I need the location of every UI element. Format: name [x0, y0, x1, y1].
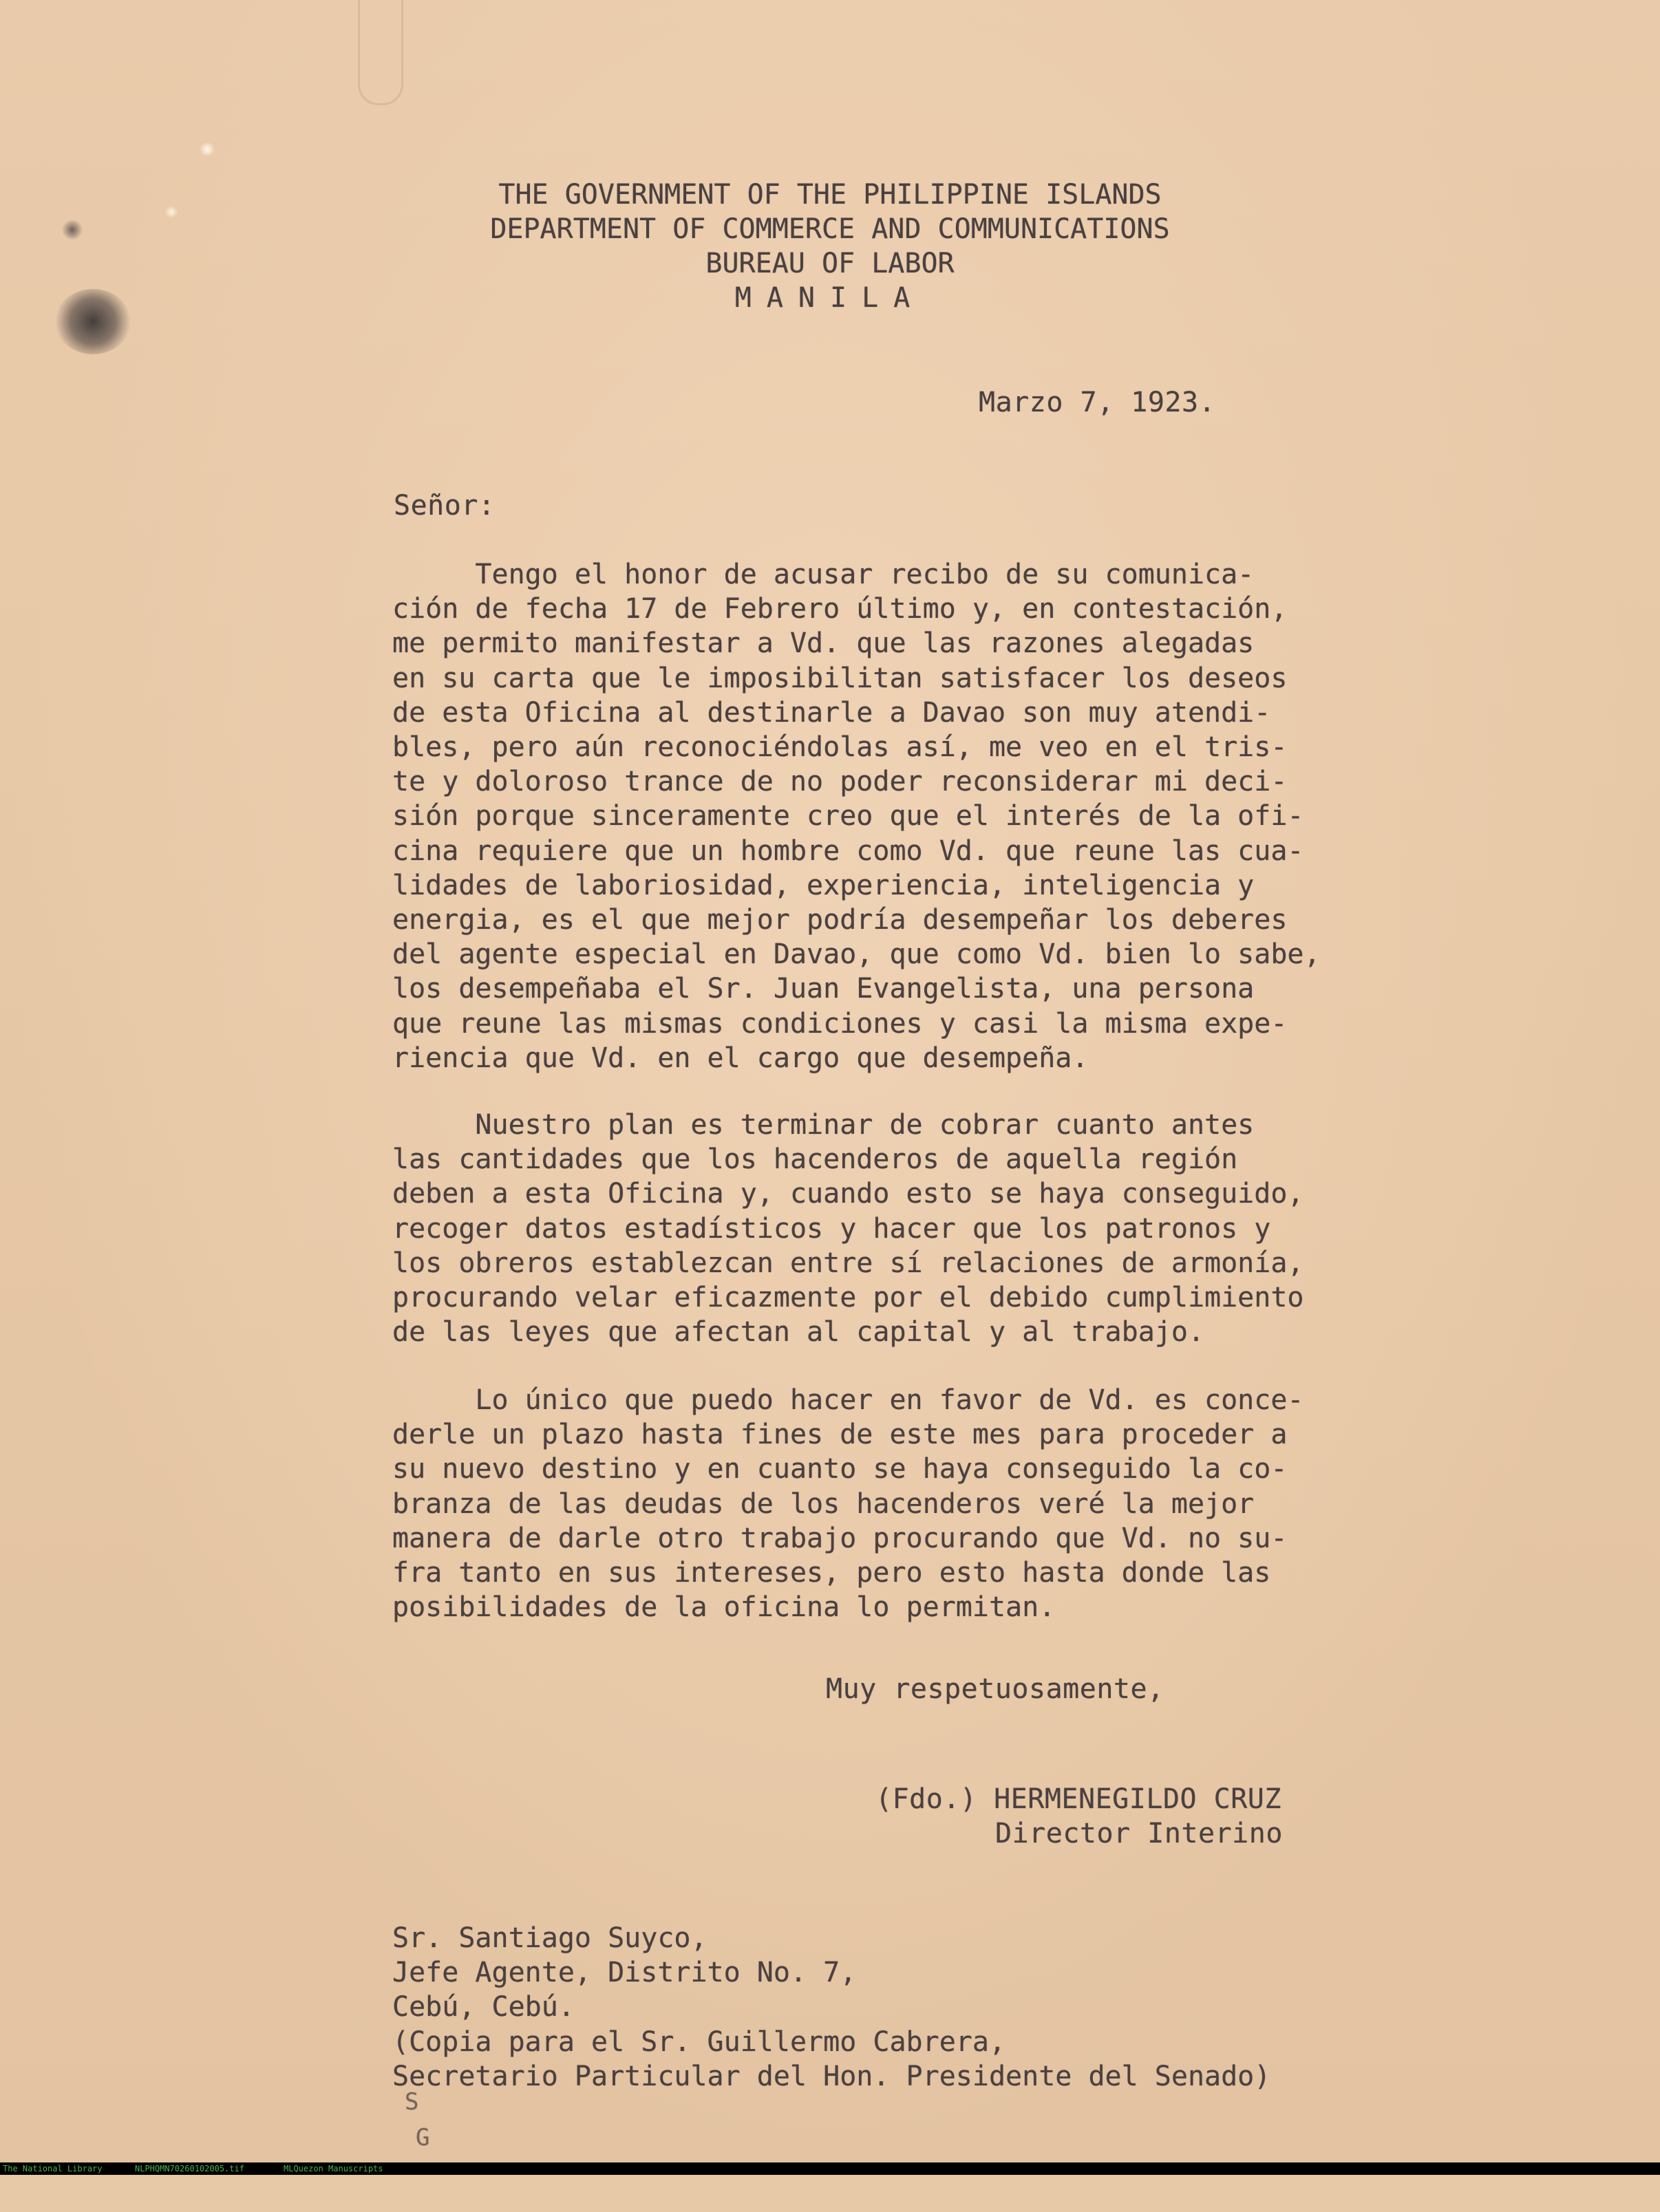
- paragraph-line: bles, pero aún reconociéndolas así, me veo en el tris-: [392, 731, 1288, 764]
- paragraph-line: Tengo el honor de acusar recibo de su comunica-: [392, 559, 1255, 590]
- paragraph-line: procurando velar eficazmente por el debido cumplimiento: [392, 1282, 1304, 1314]
- paragraph-line: los obreros establezcan entre sí relaciones de armonía,: [392, 1247, 1304, 1279]
- paragraph-2: [392, 1108, 1370, 1349]
- paragraph-line: energia, es el que mejor podría desempeñar los deberes: [392, 904, 1288, 936]
- paragraph-line: deben a esta Oficina y, cuando esto se haya conseguido,: [392, 1178, 1304, 1210]
- paragraph-line: branza de las deudas de los hacenderos veré la mejor: [392, 1488, 1255, 1520]
- letterhead-department: DEPARTMENT OF COMMERCE AND COMMUNICATIONS: [490, 213, 1170, 245]
- addressee-line: Secretario Particular del Hon. Presidente del Senado): [392, 2060, 1271, 2092]
- letterhead-city: MANILA: [734, 282, 926, 314]
- signature-title: Director Interino: [995, 1818, 1283, 1849]
- paragraph-line: te y doloroso trance de no poder reconsiderar mi deci-: [392, 766, 1288, 798]
- initial-mark: G: [416, 2124, 430, 2151]
- letter-date: Marzo 7, 1923.: [979, 387, 1216, 418]
- addressee-block: [392, 1921, 1370, 2094]
- addressee-line: Cebú, Cebú.: [392, 1991, 575, 2023]
- paragraph-line: fra tanto en sus intereses, pero esto hasta donde las: [392, 1557, 1271, 1589]
- letterhead-bureau: BUREAU OF LABOR: [705, 248, 955, 279]
- addressee-line: (Copia para el Sr. Guillermo Cabrera,: [392, 2026, 1006, 2058]
- paragraph-line: ción de fecha 17 de Febrero último y, en contestación,: [392, 593, 1288, 625]
- footer-collection: MLQuezon Manuscripts: [284, 2164, 383, 2173]
- paragraph-line: cina requiere que un hombre como Vd. que reune las cua-: [392, 835, 1304, 867]
- paragraph-line: que reune las mismas condiciones y casi la misma expe-: [392, 1007, 1288, 1040]
- paragraph-line: su nuevo destino y en cuanto se haya conseguido la co-: [392, 1453, 1288, 1485]
- closing: Muy respetuosamente,: [826, 1673, 1164, 1705]
- signature-name: (Fdo.) HERMENEGILDO CRUZ: [875, 1783, 1281, 1815]
- addressee-line: Jefe Agente, Distrito No. 7,: [392, 1957, 857, 1989]
- paragraph-3: [392, 1383, 1370, 1624]
- initial-mark: S: [405, 2088, 419, 2116]
- paper-clip-mark: [358, 0, 403, 105]
- footer-filename: NLPHQMN70260102005.tif: [135, 2164, 244, 2173]
- paragraph-line: Nuestro plan es terminar de cobrar cuanto antes: [392, 1109, 1255, 1141]
- paragraph-line: recoger datos estadísticos y hacer que los patronos y: [392, 1212, 1271, 1245]
- paragraph-line: manera de darle otro trabajo procurando que Vd. no su-: [392, 1522, 1288, 1554]
- footer-library: The National Library: [3, 2164, 103, 2173]
- addressee-line: Sr. Santiago Suyco,: [392, 1922, 707, 1954]
- paragraph-line: posibilidades de la oficina lo permitan.: [392, 1591, 1056, 1624]
- paragraph-line: lidades de laboriosidad, experiencia, inteligencia y: [392, 869, 1255, 901]
- paragraph-line: Lo único que puedo hacer en favor de Vd. es conce-: [392, 1384, 1304, 1416]
- paragraph-line: riencia que Vd. en el cargo que desempeña.: [392, 1042, 1089, 1074]
- salutation: Señor:: [394, 490, 496, 522]
- paragraph-line: en su carta que le imposibilitan satisfacer los deseos: [392, 662, 1288, 694]
- letterhead-government: THE GOVERNMENT OF THE PHILIPPINE ISLANDS: [498, 179, 1162, 211]
- paragraph-line: me permito manifestar a Vd. que las razones alegadas: [392, 627, 1255, 660]
- paragraph-line: los desempeñaba el Sr. Juan Evangelista, una persona: [392, 973, 1255, 1005]
- paragraph-line: las cantidades que los hacenderos de aquella región: [392, 1143, 1238, 1176]
- paragraph-line: derle un plazo hasta fines de este mes para proceder a: [392, 1419, 1288, 1451]
- paragraph-line: sión porque sinceramente creo que el interés de la ofi-: [392, 800, 1304, 833]
- paragraph-line: del agente especial en Davao, que como Vd. bien lo sabe,: [392, 938, 1321, 971]
- archive-footer: [0, 2162, 1660, 2175]
- paragraph-1: [392, 557, 1370, 1075]
- paper-blemish: [200, 143, 215, 155]
- letterhead: [0, 178, 1660, 315]
- paragraph-line: de esta Oficina al destinarle a Davao son muy atendi-: [392, 696, 1271, 729]
- paragraph-line: de las leyes que afectan al capital y al trabajo.: [392, 1316, 1205, 1349]
